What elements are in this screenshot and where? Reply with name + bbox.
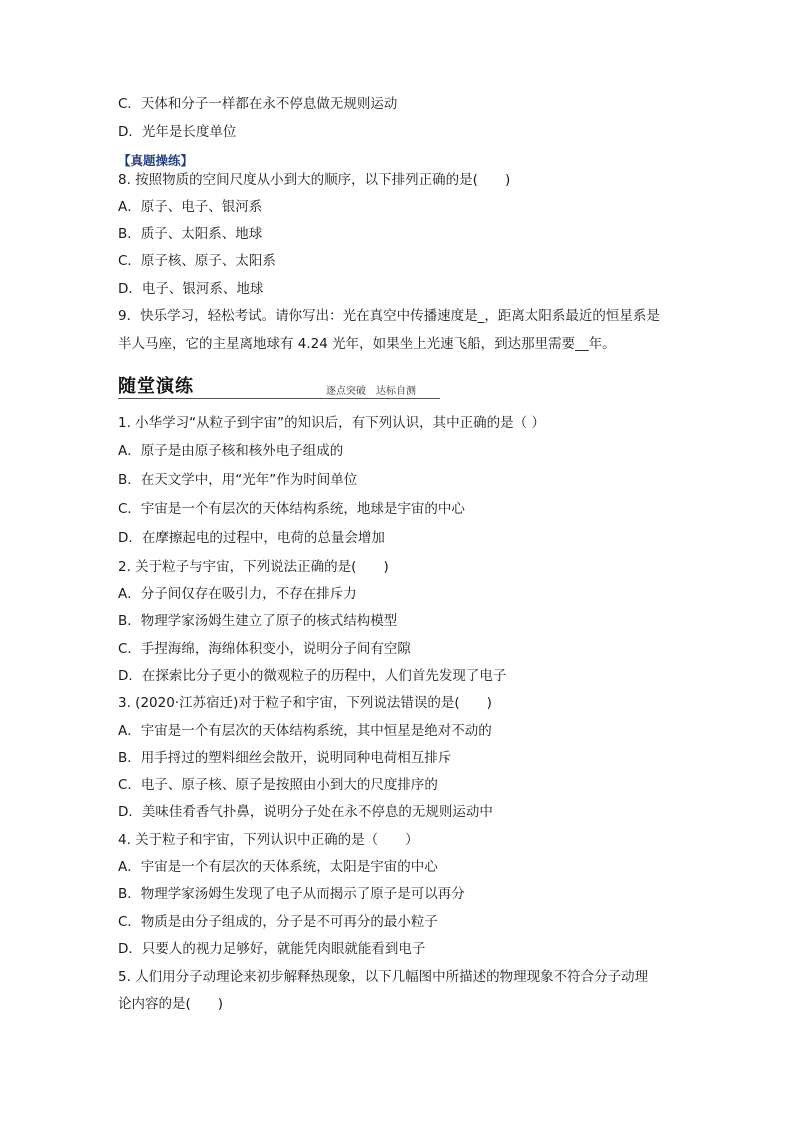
question-9-line-2: 半人马座，它的主星离地球有 4.24 光年，如果坐上光速飞船，到达那里需要__年。: [118, 336, 616, 352]
question-5-line-2: 论内容的是( ): [118, 996, 224, 1012]
practice-tag: 【真题操练】: [118, 153, 194, 168]
section-subtitle: 逐点突破 达标自测: [326, 386, 416, 397]
q1-option-c: C．宇宙是一个有层次的天体结构系统，地球是宇宙的中心: [118, 501, 465, 517]
q1-option-d: D．在摩擦起电的过程中，电荷的总量会增加: [118, 530, 385, 546]
q3-option-b: B．用手捋过的塑料细丝会散开，说明同种电荷相互排斥: [118, 750, 452, 766]
q4-option-c: C．物质是由分子组成的，分子是不可再分的最小粒子: [118, 914, 438, 930]
q3-option-c: C．电子、原子核、原子是按照由小到大的尺度排序的: [118, 777, 438, 793]
question-9-line-1: 9．快乐学习，轻松考试。请你写出：光在真空中传播速度是_，距离太阳系最近的恒星系是: [118, 308, 660, 324]
option-d-prev: D．光年是长度单位: [118, 124, 237, 140]
option-c-prev: C．天体和分子一样都在永不停息做无规则运动: [118, 96, 398, 112]
q2-option-c: C．手捏海绵，海绵体积变小，说明分子间有空隙: [118, 641, 411, 657]
q2-option-d: D．在探索比分子更小的微观粒子的历程中，人们首先发现了电子: [118, 668, 507, 684]
section-divider: [118, 398, 440, 399]
q8-option-d: D．电子、银河系、地球: [118, 281, 264, 297]
question-5-line-1: 5. 人们用分子动理论来初步解释热现象，以下几幅图中所描述的物理现象不符合分子动理: [118, 969, 649, 985]
question-8: 8. 按照物质的空间尺度从小到大的顺序，以下排列正确的是( ): [118, 172, 511, 188]
q4-option-b: B．物理学家汤姆生发现了电子从而揭示了原子是可以再分: [118, 886, 465, 902]
q4-option-a: A．宇宙是一个有层次的天体系统，太阳是宇宙的中心: [118, 859, 438, 875]
q3-option-a: A．宇宙是一个有层次的天体结构系统，其中恒星是绝对不动的: [118, 723, 492, 739]
section-header: [118, 370, 440, 400]
q4-option-d: D．只要人的视力足够好，就能凭肉眼就能看到电子: [118, 941, 426, 957]
q8-option-c: C．原子核、原子、太阳系: [118, 253, 276, 269]
question-2: 2. 关于粒子与宇宙，下列说法正确的是( ): [118, 559, 389, 575]
q3-option-d: D．美味佳肴香气扑鼻，说明分子处在永不停息的无规则运动中: [118, 804, 493, 820]
q8-option-a: A．原子、电子、银河系: [118, 199, 263, 215]
q1-option-a: A．原子是由原子核和核外电子组成的: [118, 443, 344, 459]
section-title: 随堂演练: [118, 376, 194, 397]
q8-option-b: B．质子、太阳系、地球: [118, 226, 263, 242]
q2-option-b: B．物理学家汤姆生建立了原子的核式结构模型: [118, 613, 398, 629]
question-4: 4. 关于粒子和宇宙，下列认识中正确的是（ ）: [118, 832, 419, 848]
q1-option-b: B．在天文学中，用“光年”作为时间单位: [118, 472, 358, 488]
question-1: 1. 小华学习“从粒子到宇宙”的知识后，有下列认识，其中正确的是（ ）: [118, 415, 545, 431]
question-3: 3. (2020·江苏宿迁)对于粒子和宇宙，下列说法错误的是( ): [118, 695, 492, 711]
q2-option-a: A．分子间仅存在吸引力，不存在排斥力: [118, 586, 357, 602]
